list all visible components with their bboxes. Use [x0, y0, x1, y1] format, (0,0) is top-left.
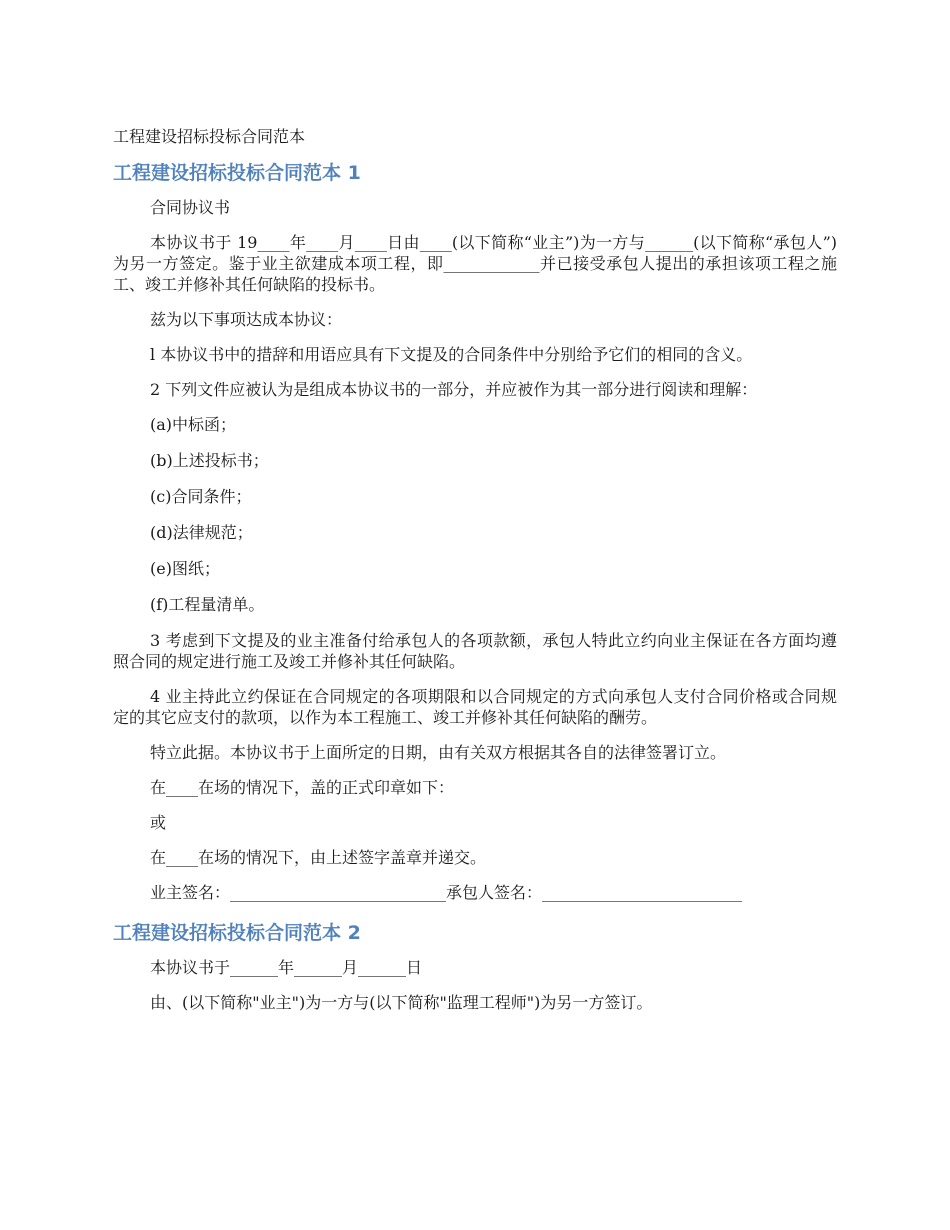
paragraph: 在____在场的情况下，由上述签字盖章并递交。	[150, 848, 487, 867]
signature-line: 业主签名：___________________________承包人签名：_________________________	[150, 883, 743, 902]
section-2	[113, 919, 837, 1013]
section-heading: 工程建设招标投标合同范本 2	[113, 922, 361, 944]
paragraph: 2 下列文件应被认为是组成本协议书的一部分，并应被作为其一部分进行阅读和理解：	[150, 380, 758, 399]
list-item: (e)图纸；	[150, 559, 220, 578]
paragraph: 特立此据。本协议书于上面所定的日期，由有关双方根据其各自的法律签署订立。	[150, 743, 727, 762]
paragraph: 在____在场的情况下，盖的正式印章如下：	[150, 778, 455, 797]
paragraph: l 本协议书中的措辞和用语应具有下文提及的合同条件中分别给予它们的相同的含义。	[150, 345, 753, 364]
document-title: 工程建设招标投标合同范本	[113, 127, 306, 146]
paragraph: 兹为以下事项达成本协议：	[150, 310, 343, 329]
paragraph: 或	[150, 813, 167, 832]
paragraph: 由、(以下简称"业主")为一方与(以下简称"监理工程师")为另一方签订。	[150, 993, 653, 1012]
list-item: (a)中标函；	[150, 415, 237, 434]
paragraph: 合同协议书	[150, 198, 231, 217]
paragraph: 本协议书于 19____年____月____日由____(以下简称“业主”)为一方与______(以下简称“承包人”)为另一方签定。鉴于业主欲建成本项工程，即____________并已接受承包人提出的承担该项工程之施工、竣工并修补其任何缺陷的投标书。	[113, 233, 837, 294]
document-body	[113, 125, 837, 1027]
section-1	[113, 159, 837, 903]
list-item: (f)工程量清单。	[150, 595, 265, 614]
list-item: (c)合同条件；	[150, 487, 252, 506]
paragraph: 本协议书于______年______月______日	[150, 958, 423, 977]
paragraph: 3 考虑到下文提及的业主准备付给承包人的各项款额，承包人特此立约向业主保证在各方面均遵照合同的规定进行施工及竣工并修补其任何缺陷。	[113, 631, 837, 671]
paragraph: 4 业主持此立约保证在合同规定的各项期限和以合同规定的方式向承包人支付合同价格或合同规定的其它应支付的款项，以作为本工程施工、竣工并修补其任何缺陷的酬劳。	[113, 687, 837, 727]
list-item: (d)法律规范；	[150, 523, 253, 542]
list-item: (b)上述投标书；	[150, 451, 269, 470]
section-heading: 工程建设招标投标合同范本 1	[113, 162, 361, 184]
